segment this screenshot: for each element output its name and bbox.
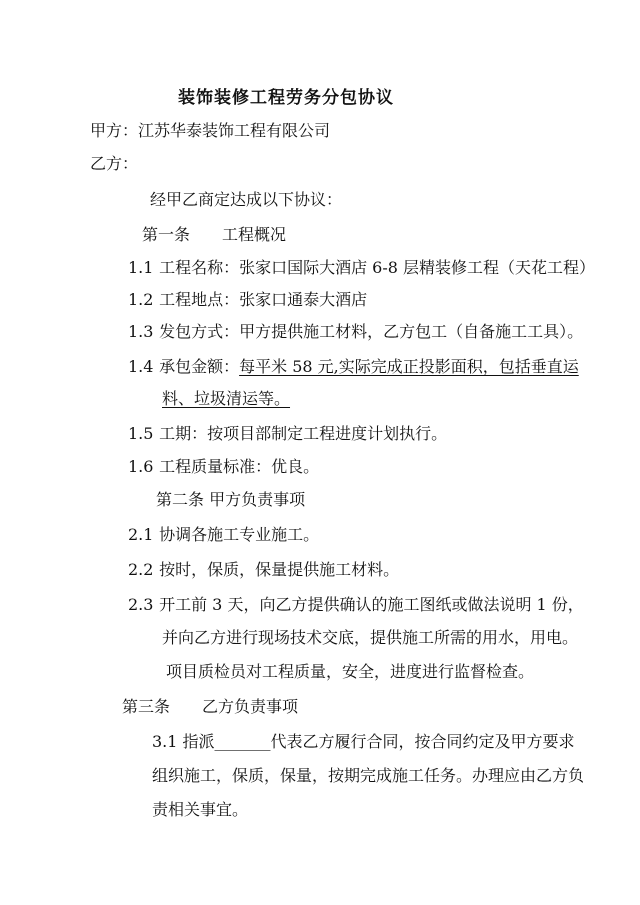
clause-number: 1.5 bbox=[128, 424, 154, 443]
clause-text: 协调各施工专业施工。 bbox=[159, 525, 320, 544]
clause-text: 按时，保质，保量提供施工材料。 bbox=[159, 560, 400, 579]
clause-text: 开工前 3 天，向乙方提供确认的施工图纸或做法说明 1 份， bbox=[159, 595, 584, 614]
clause-number: 1.4 bbox=[128, 357, 154, 376]
clause-3-1: 3.1 指派_______代表乙方履行合同，按合同约定及甲方要求 bbox=[152, 732, 575, 751]
clause-number: 2.1 bbox=[128, 525, 154, 544]
clause-number: 1.2 bbox=[128, 290, 154, 309]
clause-1-3 bbox=[128, 322, 583, 342]
clause-text: 工程名称：张家口国际大酒店 6-8 层精装修工程（天花工程） bbox=[159, 258, 596, 277]
article2-heading: 第二条 甲方负责事项 bbox=[156, 490, 306, 509]
clause-2-3 bbox=[128, 595, 584, 615]
clause-1-5 bbox=[128, 424, 447, 444]
clause-1-2 bbox=[128, 290, 367, 310]
clause-label: 承包金额： bbox=[159, 357, 240, 376]
clause-2-2 bbox=[128, 560, 399, 580]
clause-number: 1.1 bbox=[128, 258, 154, 277]
intro-text: 经甲乙商定达成以下协议： bbox=[150, 190, 343, 209]
party-b: 乙方： bbox=[90, 154, 139, 173]
clause-underlined-text: 每平米 58 元,实际完成正投影面积，包括垂直运 bbox=[239, 357, 579, 376]
clause-2-1 bbox=[128, 525, 319, 545]
document-title: 装饰装修工程劳务分包协议 bbox=[178, 88, 394, 108]
clause-text: 工程地点：张家口通泰大酒店 bbox=[159, 290, 368, 309]
article2-extra: 项目质检员对工程质量，安全，进度进行监督检查。 bbox=[166, 662, 535, 681]
clause-1-6 bbox=[128, 457, 319, 477]
clause-3-1-line3: 责相关事宜。 bbox=[152, 800, 249, 819]
clause-1-1 bbox=[128, 258, 595, 278]
clause-number: 1.6 bbox=[128, 457, 154, 476]
clause-text: 发包方式：甲方提供施工材料，乙方包工（自备施工工具）。 bbox=[159, 322, 584, 341]
clause-number: 1.3 bbox=[128, 322, 154, 341]
article3-heading: 第三条 乙方负责事项 bbox=[122, 697, 299, 716]
clause-number: 2.3 bbox=[128, 595, 154, 614]
party-a: 甲方：江苏华泰装饰工程有限公司 bbox=[90, 121, 331, 140]
clause-1-4-continuation: 料、垃圾清运等。 bbox=[162, 389, 291, 408]
clause-1-4 bbox=[128, 357, 579, 377]
clause-text: 工期：按项目部制定工程进度计划执行。 bbox=[159, 424, 448, 443]
clause-text: 工程质量标准：优良。 bbox=[159, 457, 320, 476]
clause-number: 2.2 bbox=[128, 560, 154, 579]
clause-3-1-line2: 组织施工，保质，保量，按期完成施工任务。办理应由乙方负 bbox=[152, 766, 585, 785]
clause-2-3-continuation: 并向乙方进行现场技术交底，提供施工所需的用水，用电。 bbox=[162, 628, 579, 647]
article1-heading: 第一条 工程概况 bbox=[142, 225, 287, 244]
